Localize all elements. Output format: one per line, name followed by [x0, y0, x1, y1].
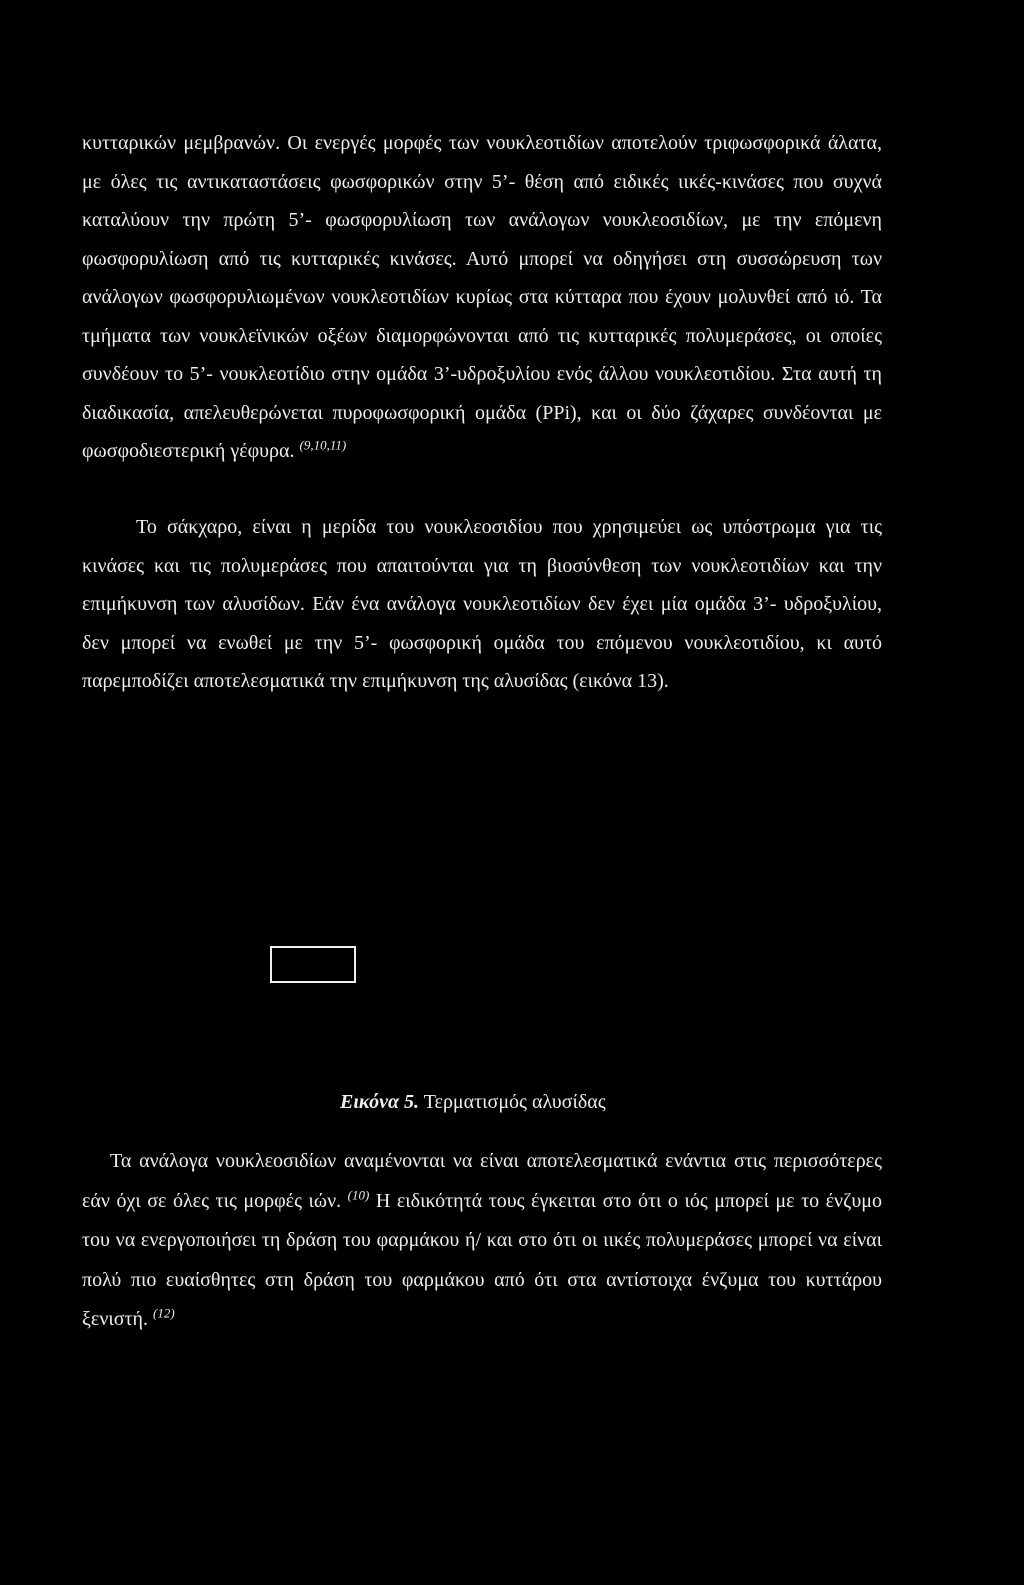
- paragraph-text: Το σάκχαρο, είναι η μερίδα του νουκλεοσιδίου που χρησιμεύει ως υπόστρωμα για τις κινάσες και τις πολυμεράσες που απαιτούνται για τη βιοσύνθεση των νουκλεοτιδίων και την επιμήκυνση των αλυσίδων. Εάν ένα ανάλογα νουκλεοτιδίων δεν έχει μία ομάδα 3’- υδροξυλίου, δεν μπορεί να ενωθεί με την 5’- φωσφορική ομάδα του επόμενου νουκλεοτιδίου, κι αυτό παρεμποδίζει αποτελεσματικά την επιμήκυνση της αλυσίδας (εικόνα 13).: [82, 516, 882, 692]
- citation-superscript: (10): [347, 1186, 370, 1202]
- paragraph-text: Η ειδικότητά τους έγκειται στο ότι ο ιός μπορεί με το ένζυμο του να ενεργοποιήσει τη δράση του φαρμάκου ή/ και στο ότι οι ιικές πολυμεράσες μπορεί να είναι πολύ πιο ευαίσθητες στη δράση του φαρμάκου από ότι στα αντίστοιχα ένζυμα του κυττάρου ξενιστή.: [82, 1189, 883, 1330]
- paragraph-sugar-moiety: [82, 508, 882, 701]
- figure-placeholder-box: [270, 946, 356, 983]
- paragraph-text: Τα ανάλογα νουκλεοσιδίων αναμένονται να είναι αποτελεσματικά ενάντια στις περισσότερες εάν όχι σε όλες τις μορφές ιών.: [82, 1150, 882, 1212]
- paragraph-nucleotide-activation: [82, 124, 882, 471]
- paragraph-nucleoside-analogues: [82, 1142, 882, 1340]
- citation-superscript: (12): [153, 1305, 175, 1321]
- figure-caption: [340, 1088, 700, 1116]
- citation-superscript: (9,10,11): [299, 437, 347, 453]
- paragraph-text: κυτταρικών μεμβρανών. Οι ενεργές μορφές των νουκλεοτιδίων αποτελούν τριφωσφορικά άλατα, με όλες τις αντικαταστάσεις φωσφορικών στην 5’- θέση από ειδικές ιικές-κινάσες που συχνά καταλύουν την πρώτη 5’- φωσφορυλίωση των ανάλογων νουκλεοσιδίων, με την επόμενη φωσφορυλίωση από τις κυτταρικές κινάσες. Αυτό μπορεί να οδηγήσει στη συσσώρευση των ανάλογων φωσφορυλιωμένων νουκλεοτιδίων κυρίως στα κύτταρα που έχουν μολυνθεί από ιό. Τα τμήματα των νουκλεϊνικών οξέων διαμορφώνονται από τις κυτταρικές πολυμεράσες, οι οποίες συνδέουν το 5’- νουκλεοτίδιο στην ομάδα 3’-υδροξυλίου ενός άλλου νουκλεοτιδίου. Στα αυτή τη διαδικασία, απελευθερώνεται πυροφωσφορική ομάδα (PPi), και οι δύο ζάχαρες συνδέονται με φωσφοδιεστερική γέφυρα.: [82, 132, 882, 462]
- figure-caption-text: Τερματισμός αλυσίδας: [423, 1091, 606, 1113]
- figure-caption-label: Εικόνα 5.: [340, 1091, 420, 1113]
